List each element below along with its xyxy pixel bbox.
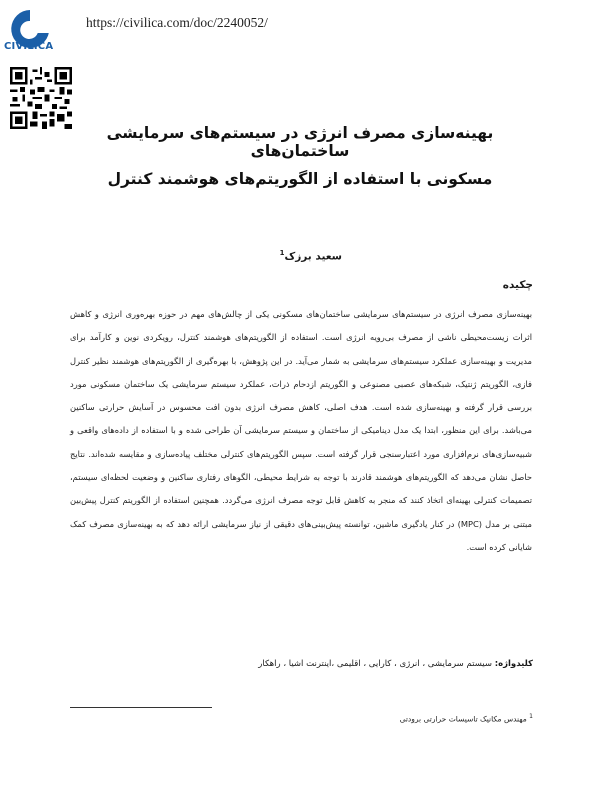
footnote-marker: 1 [529, 713, 533, 720]
footnote-divider [70, 707, 212, 708]
footnote-text: مهندس مکانیک تاسیسات حرارتی برودتی [399, 714, 527, 724]
keywords [258, 659, 533, 669]
abstract-body: بهینه‌سازی مصرف انرژی در سیستم‌های سرمایشی ساختمان‌های مسکونی یکی از چالش‌های مهم در حوزه بهره‌وری انرژی و کاهش اثرات زیست‌محیطی ناشی از مصرف بی‌رویه انرژی است. استفاده از الگوریتم‌های هوشمند کنترل، رویکردی نوین و کارآمد برای مدیریت و بهینه‌سازی عملکرد سیستم‌های سرمایشی به شمار می‌آید. در این پژوهش، با بهره‌گیری از الگوریتم‌های هوشمند نظیر کنترل فازی، الگوریتم ژنتیک، شبکه‌های عصبی مصنوعی و الگوریتم ازدحام ذرات، عملکرد سیستم سرمایشی یک ساختمان مسکونی مورد بررسی قرار گرفته و بهینه‌سازی شده است. هدف اصلی، کاهش مصرف انرژی بدون افت محسوس در آسایش حرارتی ساکنین می‌باشد. برای این منظور، ابتدا یک مدل دینامیکی از ساختمان و سیستم سرمایشی آن طراحی شده و با استفاده از داده‌های واقعی و شبیه‌سازی‌های نرم‌افزاری مورد اعتبارسنجی قرار گرفته است. سپس الگوریتم‌های کنترلی مختلف پیاده‌سازی و مقایسه شده‌اند. نتایج حاصل نشان می‌دهد که الگوریتم‌های هوشمند قادرند با توجه به شرایط محیطی، الگوهای رفتاری ساکنین و وضعیت لحظه‌ای سیستم، تصمیمات کنترلی بهینه‌ای اتخاذ کنند که منجر به کاهش قابل توجه مصرف انرژی می‌گردد. همچنین استفاده از الگوریتم کنترل پیش‌بین مبتنی بر مدل (MPC) در کنار یادگیری ماشین، توانسته پیش‌بینی‌های دقیقی از نیاز سرمایشی ارائه دهد که به بهینه‌سازی مصرف کمک شایانی کرده است. [70, 309, 532, 552]
logo-text: CIVILICA [4, 41, 54, 52]
paper-title-line-1: بهینه‌سازی مصرف انرژی در سیستم‌های سرمایشی ساختمان‌های [106, 124, 494, 160]
author-name [280, 249, 342, 263]
author-name-text: سعید برزک [284, 250, 342, 263]
qr-code-icon [10, 67, 72, 129]
footnote [400, 713, 533, 724]
keywords-label: کلیدواژه: [494, 659, 533, 669]
abstract-heading: چکیده [502, 279, 533, 291]
author-footnote-marker: 1 [279, 249, 285, 257]
document-url[interactable]: https://civilica.com/doc/2240052/ [86, 15, 268, 30]
keywords-list: سیستم سرمایشی ، انرژی ، کارایی ، اقلیمی ،اینترنت اشیا ، راهکار [258, 659, 492, 669]
paper-title-line-2: مسکونی با استفاده از الگوریتم‌های هوشمند کنترل [107, 170, 493, 188]
